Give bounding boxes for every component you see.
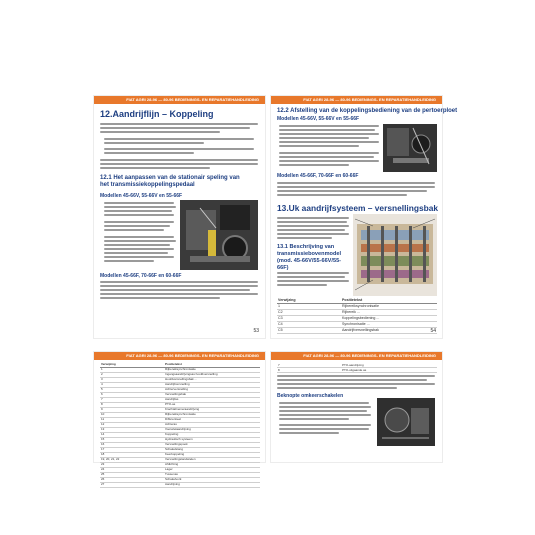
text-line — [277, 375, 435, 377]
table-cell: Aandrijfversnellingsbak — [342, 328, 379, 332]
text-line — [277, 186, 435, 188]
text-line — [100, 293, 258, 295]
table-cell: Differentieel — [165, 417, 181, 421]
text-line — [104, 260, 154, 262]
table-cell: 17 — [101, 447, 105, 451]
table-row — [277, 328, 437, 334]
table-cell: 14 — [101, 432, 105, 436]
table-cell: Rijbereiksynchronisatie — [165, 412, 196, 416]
text-line — [277, 272, 349, 274]
text-line — [279, 129, 375, 131]
text-line — [279, 141, 379, 143]
table-cell: Aandrijfversnelling — [165, 382, 190, 386]
text-line — [100, 167, 210, 169]
text-line — [279, 406, 371, 408]
transmission-cutaway-diagram — [353, 214, 437, 296]
text-line — [279, 137, 369, 139]
page-number: 53 — [253, 328, 259, 334]
photo-art — [180, 200, 258, 270]
text-line — [277, 194, 407, 196]
table-cell: 25 — [101, 472, 105, 476]
table-cell: 16 — [101, 442, 105, 446]
cutaway-art — [353, 214, 437, 296]
text-line — [104, 229, 164, 231]
text-line — [104, 244, 170, 246]
table-cell: 9 — [101, 407, 103, 411]
chapter-title: 13.Uk aandrijfsysteem – versnellingsbak — [277, 203, 439, 213]
text-line — [104, 225, 170, 227]
text-line — [100, 281, 258, 283]
table-cell: Voorwielaandrijving — [165, 427, 191, 431]
table-cell: 6 — [101, 392, 103, 396]
table-cell: 8 — [278, 368, 280, 372]
text-line — [277, 190, 427, 192]
table-cell: C4 — [278, 322, 283, 326]
table-cell: PTO-as — [165, 402, 176, 406]
page-56 — [271, 352, 442, 462]
header-text: FIAT AGRI 28-96 — 80-96 BEDIENINGS- EN REPARATIEHANDLEIDING — [303, 353, 436, 358]
table-cell: 5 — [101, 387, 103, 391]
table-cell: Achteras — [165, 422, 177, 426]
table-cell: Lager — [165, 467, 173, 471]
table-cell: 7 — [101, 397, 103, 401]
table-cell: 27 — [101, 482, 105, 486]
table-cell: 19, 20, 21, 22 — [101, 457, 120, 461]
model-heading: Modellen 45-66V, 55-66V en 55-66F — [277, 116, 360, 122]
page-header — [271, 352, 442, 360]
text-line — [279, 432, 339, 434]
text-line — [279, 410, 367, 412]
table-cell: 1 — [278, 304, 280, 308]
model-heading: Modellen 45-66F, 70-66F en 60-66F — [100, 273, 182, 279]
text-line — [277, 280, 349, 282]
text-line — [279, 145, 359, 147]
table-cell: Hydraulisch systeem — [165, 437, 193, 441]
chapter-title: 12.Aandrijflijn – Koppeling — [100, 109, 214, 119]
table-cell: C3 — [278, 316, 283, 320]
text-line — [279, 156, 374, 158]
table-cell: Hoofdversnellingsbak ... — [165, 377, 198, 381]
table-cell: Afdichting — [165, 462, 179, 466]
table-cell: 13 — [101, 427, 105, 431]
table-cell: Versnellingsbak — [165, 392, 187, 396]
text-line — [279, 418, 349, 420]
table-cell: 3 — [101, 377, 103, 381]
text-line — [277, 237, 332, 239]
text-line — [277, 276, 345, 278]
table-cell: 1 — [101, 367, 103, 371]
table-header-cell: Verwijzing — [278, 298, 296, 302]
text-line — [100, 123, 258, 125]
header-text: FIAT AGRI 28-96 — 80-96 BEDIENINGS- EN REPARATIEHANDLEIDING — [126, 97, 259, 102]
table-cell: Versnellingstandwielen — [165, 457, 196, 461]
table-cell: Aandrijfas — [165, 397, 179, 401]
text-line — [279, 402, 369, 404]
table-cell: 8 — [101, 402, 103, 406]
table-header-cell: Positietekst — [342, 298, 363, 302]
text-line — [100, 159, 258, 161]
tractor-photo — [180, 200, 258, 270]
table-cell: 23 — [101, 462, 105, 466]
section-heading: 12.2 Afstelling van de koppelingsbediening van de pertoerploet — [277, 108, 458, 114]
text-line — [104, 206, 176, 208]
table-cell: Tussenas — [165, 472, 178, 476]
table-cell: 18 — [101, 452, 105, 456]
text-line — [279, 152, 379, 154]
header-text: FIAT AGRI 28-96 — 80-96 BEDIENINGS- EN REPARATIEHANDLEIDING — [303, 97, 436, 102]
text-line — [104, 248, 174, 250]
text-line — [279, 424, 371, 426]
text-line — [104, 152, 194, 154]
text-line — [104, 240, 176, 242]
component-photo — [377, 398, 435, 446]
text-line — [104, 148, 254, 150]
text-line — [277, 387, 397, 389]
photo-art — [383, 124, 437, 172]
table-cell: 10 — [101, 412, 105, 416]
table-cell: Koppeling — [165, 432, 179, 436]
text-line — [279, 164, 349, 166]
table-cell: Keerkoppeling — [165, 452, 185, 456]
table-cell: Aandrijving — [165, 482, 180, 486]
table-cell: Koppelingsbediening ... — [342, 316, 380, 320]
text-line — [277, 383, 435, 385]
legend-table — [277, 363, 437, 373]
legend-table — [277, 298, 437, 334]
text-line — [277, 182, 435, 184]
table-row — [277, 368, 437, 373]
text-line — [104, 202, 174, 204]
table-cell: Ingangsaandrijvingsas hoofdversnelling — [165, 372, 218, 376]
section-heading: 12.1 Het aanpassen van de stationair speling van het transmissiekoppelingspedaal — [100, 175, 240, 188]
table-cell: 7 — [278, 363, 280, 367]
page-header — [94, 352, 265, 360]
text-line — [279, 428, 369, 430]
table-cell: 15 — [101, 437, 105, 441]
model-heading: Modellen 45-66V, 55-66V en 55-66F — [100, 193, 183, 199]
text-line — [104, 214, 174, 216]
table-cell: 26 — [101, 477, 105, 481]
text-line — [277, 225, 349, 227]
page-header — [94, 96, 265, 104]
table-cell: C2 — [278, 310, 283, 314]
table-row — [100, 483, 260, 488]
page-54 — [271, 96, 458, 338]
text-line — [100, 285, 258, 287]
page-53 — [94, 96, 265, 338]
table-cell: 24 — [101, 467, 105, 471]
text-line — [100, 131, 220, 133]
text-line — [100, 127, 250, 129]
table-cell: C5 — [278, 328, 283, 332]
text-line — [104, 221, 174, 223]
text-line — [277, 284, 327, 286]
legend-table — [100, 363, 260, 488]
text-line — [104, 142, 204, 144]
table-cell: 4 — [101, 382, 103, 386]
table-header-cell: Verwijzing — [101, 362, 116, 366]
text-line — [277, 229, 345, 231]
table-cell: Achterversnelling — [165, 387, 189, 391]
text-line — [277, 217, 349, 219]
section-heading: Beknopte omkeerschakelen — [277, 393, 344, 399]
text-line — [104, 210, 172, 212]
text-line — [104, 236, 174, 238]
table-cell: 12 — [101, 422, 105, 426]
table-cell: Rijbereiksynchronisatie — [342, 304, 379, 308]
text-line — [104, 138, 254, 140]
photo-art — [377, 398, 435, 446]
section-heading: 13.1 Beschrijving van transmissiebovenmodel (mod. 45-66V/55-66V/55-66F) — [277, 244, 342, 271]
table-header-cell: Positietekst — [165, 362, 182, 366]
pedal-photo — [383, 124, 437, 172]
table-cell: Schakelvork — [165, 477, 182, 481]
table-cell: 11 — [101, 417, 105, 421]
table-cell: Versnellingspook — [165, 442, 188, 446]
page-number: 54 — [430, 328, 436, 334]
table-cell: Schakelstang — [165, 447, 184, 451]
text-line — [100, 297, 220, 299]
model-heading: Modellen 45-66F, 70-66F en 60-66F — [277, 173, 359, 179]
text-line — [100, 289, 250, 291]
text-line — [279, 133, 379, 135]
text-line — [104, 252, 168, 254]
table-cell: PTO-aandrijving — [342, 363, 364, 367]
text-line — [279, 125, 379, 127]
text-line — [277, 221, 347, 223]
table-cell: Krachtafnemeraandrijving — [165, 407, 200, 411]
table-cell: Rijbereiksynchronisatie — [165, 367, 196, 371]
text-line — [279, 160, 379, 162]
page-header — [271, 96, 442, 104]
text-line — [277, 233, 349, 235]
text-line — [277, 379, 427, 381]
text-line — [104, 256, 174, 258]
page-55 — [94, 352, 265, 486]
table-cell: 2 — [101, 372, 103, 376]
table-cell: Synchronisatie ... — [342, 322, 370, 326]
text-line — [279, 414, 371, 416]
text-line — [100, 163, 258, 165]
header-text: FIAT AGRI 28-96 — 80-96 BEDIENINGS- EN REPARATIEHANDLEIDING — [126, 353, 259, 358]
table-cell: PTO-uitgaande as — [342, 368, 367, 372]
table-cell: Rijbereik ... — [342, 310, 360, 314]
